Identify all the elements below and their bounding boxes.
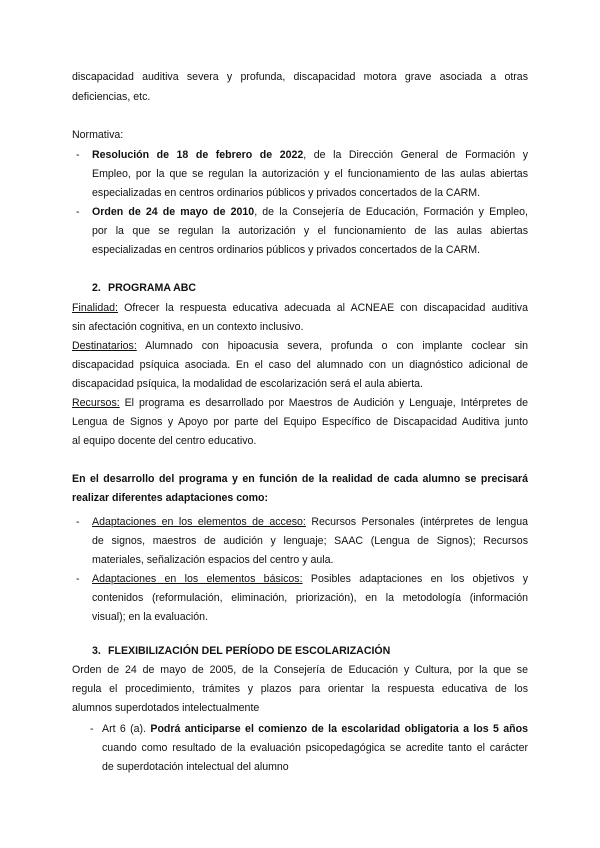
destinatarios-line-3: discapacidad psíquica, la modalidad de escolarización será el aula abierta. <box>72 378 423 390</box>
bullet-dash: - <box>76 206 80 218</box>
recursos-line-2: Lengua de Signos y Apoyo por parte del Equipo Específico de Discapacidad Auditiva junto <box>72 416 528 428</box>
normativa-item-2-bold: Orden de 24 de mayo de 2010 <box>92 206 255 218</box>
adapt-basicos-line-2: contenidos (reformulación, eliminación, priorización), en la metodología (información <box>92 592 528 604</box>
destinatarios-line-2: discapacidad psíquica asociada. En el caso del alumnado con un diagnóstico adicional de <box>72 359 528 371</box>
bullet-dash: - <box>76 516 80 528</box>
normativa-item-1-line-1 <box>92 149 528 162</box>
adapt-basicos-label: Adaptaciones en los elementos básicos: <box>92 573 303 585</box>
section-2-number: 2. <box>92 282 101 294</box>
bullet-dash: - <box>90 723 94 735</box>
section-3-number: 3. <box>92 645 101 657</box>
adapt-acceso-label: Adaptaciones en los elementos de acceso: <box>92 516 306 528</box>
art6-line-2: cuando como resultado de la evaluación psicopedagógica se acredite tanto el carácter <box>102 742 528 754</box>
adapt-basicos-line-3: visual); en la evaluación. <box>92 611 209 623</box>
section-3-line-2: regula el procedimiento, trámites y plazos para orientar la respuesta educativa de los <box>72 683 528 695</box>
normativa-item-1-bold: Resolución de 18 de febrero de 2022 <box>92 149 304 161</box>
intro-line-2: deficiencias, etc. <box>72 91 151 103</box>
intro-line-1: discapacidad auditiva severa y profunda, discapacidad motora grave asociada a otras <box>72 71 528 83</box>
destinatarios-text: Alumnado con hipoacusia severa, profunda o con implante coclear sin <box>136 340 528 352</box>
finalidad-line-1 <box>72 302 528 315</box>
art6-line-1 <box>102 723 528 736</box>
bullet-dash: - <box>76 573 80 585</box>
recursos-line-1 <box>72 397 528 410</box>
recursos-label: Recursos: <box>72 397 120 409</box>
normativa-label: Normativa: <box>72 129 124 141</box>
normativa-item-1-rest: , de la Dirección General de Formación y <box>303 149 528 161</box>
recursos-text: El programa es desarrollado por Maestros de Audición y Lenguaje, Intérpretes de <box>119 397 528 409</box>
section-3-title: FLEXIBILIZACIÓN DEL PERÍODO DE ESCOLARIZACIÓN <box>108 645 391 657</box>
adapt-acceso-line-2: de signos, maestros de audición y lenguaje; SAAC (Lengua de Signos); Recursos <box>92 535 528 547</box>
adapt-acceso-line-3: materiales, señalización espacios del centro y aula. <box>92 554 334 566</box>
finalidad-line-2: sin afectación cognitiva, en un contexto inclusivo. <box>72 321 304 333</box>
art6-bold: Podrá anticiparse el comienzo de la escolaridad obligatoria a los 5 años <box>146 723 528 735</box>
finalidad-text: Ofrecer la respuesta educativa adecuada al ACNEAE con discapacidad auditiva <box>117 302 528 314</box>
adapt-acceso-line-1 <box>92 516 528 529</box>
section-2-title: PROGRAMA ABC <box>108 282 197 294</box>
adaptaciones-intro-line-2: realizar diferentes adaptaciones como: <box>72 492 269 504</box>
destinatarios-line-1 <box>72 340 528 353</box>
recursos-line-3: al equipo docente del centro educativo. <box>72 435 257 447</box>
section-3-line-1: Orden de 24 de mayo de 2005, de la Consejería de Educación y Cultura, por la que se <box>72 664 528 676</box>
normativa-item-1-line-3: especializadas en centros ordinarios públicos y privados concertados de la CARM. <box>92 187 481 199</box>
bullet-dash: - <box>76 149 80 161</box>
normativa-item-2-line-2: por la que se regulan la autorización y el funcionamiento de las aulas abiertas <box>92 225 528 237</box>
adapt-basicos-text: Posibles adaptaciones en los objetivos y <box>302 573 528 585</box>
adaptaciones-intro-line-1: En el desarrollo del programa y en función de la realidad de cada alumno se precisará <box>72 473 528 485</box>
adapt-acceso-text: Recursos Personales (intérpretes de lengua <box>305 516 528 528</box>
art6-line-3: de superdotación intelectual del alumno <box>102 761 289 773</box>
section-3-line-3: alumnos superdotados intelectualmente <box>72 702 260 714</box>
finalidad-label: Finalidad: <box>72 302 118 314</box>
normativa-item-2-line-1 <box>92 206 528 219</box>
adapt-basicos-line-1 <box>92 573 528 586</box>
normativa-item-2-rest: , de la Consejería de Educación, Formación y Empleo, <box>254 206 528 218</box>
art6-prefix: Art 6 (a). <box>102 723 147 735</box>
destinatarios-label: Destinatarios: <box>72 340 137 352</box>
normativa-item-2-line-3: especializadas en centros ordinarios públicos y privados concertados de la CARM. <box>92 244 481 256</box>
normativa-item-1-line-2: Empleo, por la que se regulan la autorización y el funcionamiento de las aulas abiertas <box>92 168 528 180</box>
